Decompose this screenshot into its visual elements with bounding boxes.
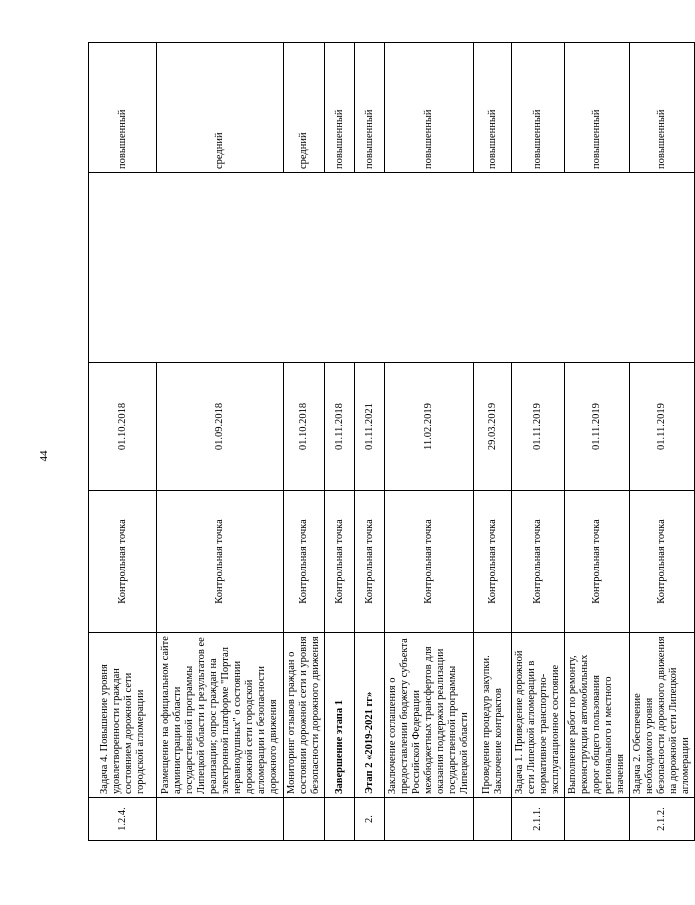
row-level: повышенный	[89, 43, 157, 173]
row-number	[284, 798, 325, 841]
row-number: 2.1.2.	[630, 798, 695, 841]
row-type: Контрольная точка	[284, 491, 325, 633]
row-date: 01.10.2018	[89, 363, 157, 491]
row-date: 01.10.2018	[284, 363, 325, 491]
row-name: Этап 2 «2019-2021 гг»	[355, 633, 385, 798]
empty-column-cell	[89, 173, 695, 363]
row-type: Контрольная точка	[565, 491, 630, 633]
row-date: 01.11.2021	[355, 363, 385, 491]
row-number	[474, 798, 512, 841]
row-level: повышенный	[325, 43, 355, 173]
row-name: Проведение процедур закупки. Заключение контрактов	[474, 633, 512, 798]
table-row	[89, 43, 157, 841]
row-number	[325, 798, 355, 841]
table-row	[355, 43, 385, 841]
row-level: повышенный	[512, 43, 565, 173]
row-number: 1.2.4.	[89, 798, 157, 841]
row-number: 2.	[355, 798, 385, 841]
row-type: Контрольная точка	[325, 491, 355, 633]
row-name: Задача 1. Приведение дорожной сети Липецкой агломерации в нормативное транспортно-эксплуатационное состояние	[512, 633, 565, 798]
page-number: 44	[38, 450, 50, 462]
row-number	[157, 798, 284, 841]
row-level: повышенный	[630, 43, 695, 173]
table-row	[565, 43, 630, 841]
row-level: повышенный	[355, 43, 385, 173]
row-type: Контрольная точка	[630, 491, 695, 633]
row-type: Контрольная точка	[474, 491, 512, 633]
table-row	[325, 43, 355, 841]
row-number	[385, 798, 474, 841]
row-level: повышенный	[565, 43, 630, 173]
row-date: 01.11.2019	[630, 363, 695, 491]
row-level: средний	[157, 43, 284, 173]
row-type: Контрольная точка	[89, 491, 157, 633]
table-row	[385, 43, 474, 841]
row-level: повышенный	[474, 43, 512, 173]
row-type: Контрольная точка	[157, 491, 284, 633]
control-points-table	[88, 42, 695, 841]
row-level: средний	[284, 43, 325, 173]
row-date: 11.02.2019	[385, 363, 474, 491]
row-name: Мониторинг отзывов граждан о состоянии дорожной сети и уровня безопасности дорожного движения	[284, 633, 325, 798]
row-date: 01.11.2019	[565, 363, 630, 491]
row-type: Контрольная точка	[512, 491, 565, 633]
row-level: повышенный	[385, 43, 474, 173]
row-name: Завершение этапа 1	[325, 633, 355, 798]
row-name: Задача 2. Обеспечение необходимого уровня безопасности дорожного движения на дорожной сети Липецкой агломерации	[630, 633, 695, 798]
table-row	[474, 43, 512, 841]
row-name: Размещение на официальном сайте администрации области государственной программы Липецкой области и результатов ее реализации; опрос граждан на электронной платформе "Портал неравнодушных" о состоянии дорожной сети городской агломерации и безопасности дорожного движения	[157, 633, 284, 798]
row-name: Выполнение работ по ремонту, реконструкции автомобильных дорог общего пользования регионального и местного значения	[565, 633, 630, 798]
row-number: 2.1.1.	[512, 798, 565, 841]
row-number	[565, 798, 630, 841]
row-name: Задача 4. Повышение уровня удовлетворенности граждан состоянием дорожной сети городской агломерации	[89, 633, 157, 798]
table-row	[157, 43, 284, 841]
row-date: 29.03.2019	[474, 363, 512, 491]
row-date: 01.11.2019	[512, 363, 565, 491]
table-row	[630, 43, 695, 841]
table-row	[284, 43, 325, 841]
row-date: 01.11.2018	[325, 363, 355, 491]
table-row	[512, 43, 565, 841]
rotated-table-container	[88, 43, 691, 841]
row-name: Заключение соглашения о предоставлении бюджету субъекта Российской Федерации межбюджетных трансфертов для оказания поддержки реализации государственной программы Липецкой области	[385, 633, 474, 798]
row-type: Контрольная точка	[385, 491, 474, 633]
row-type: Контрольная точка	[355, 491, 385, 633]
row-date: 01.09.2018	[157, 363, 284, 491]
